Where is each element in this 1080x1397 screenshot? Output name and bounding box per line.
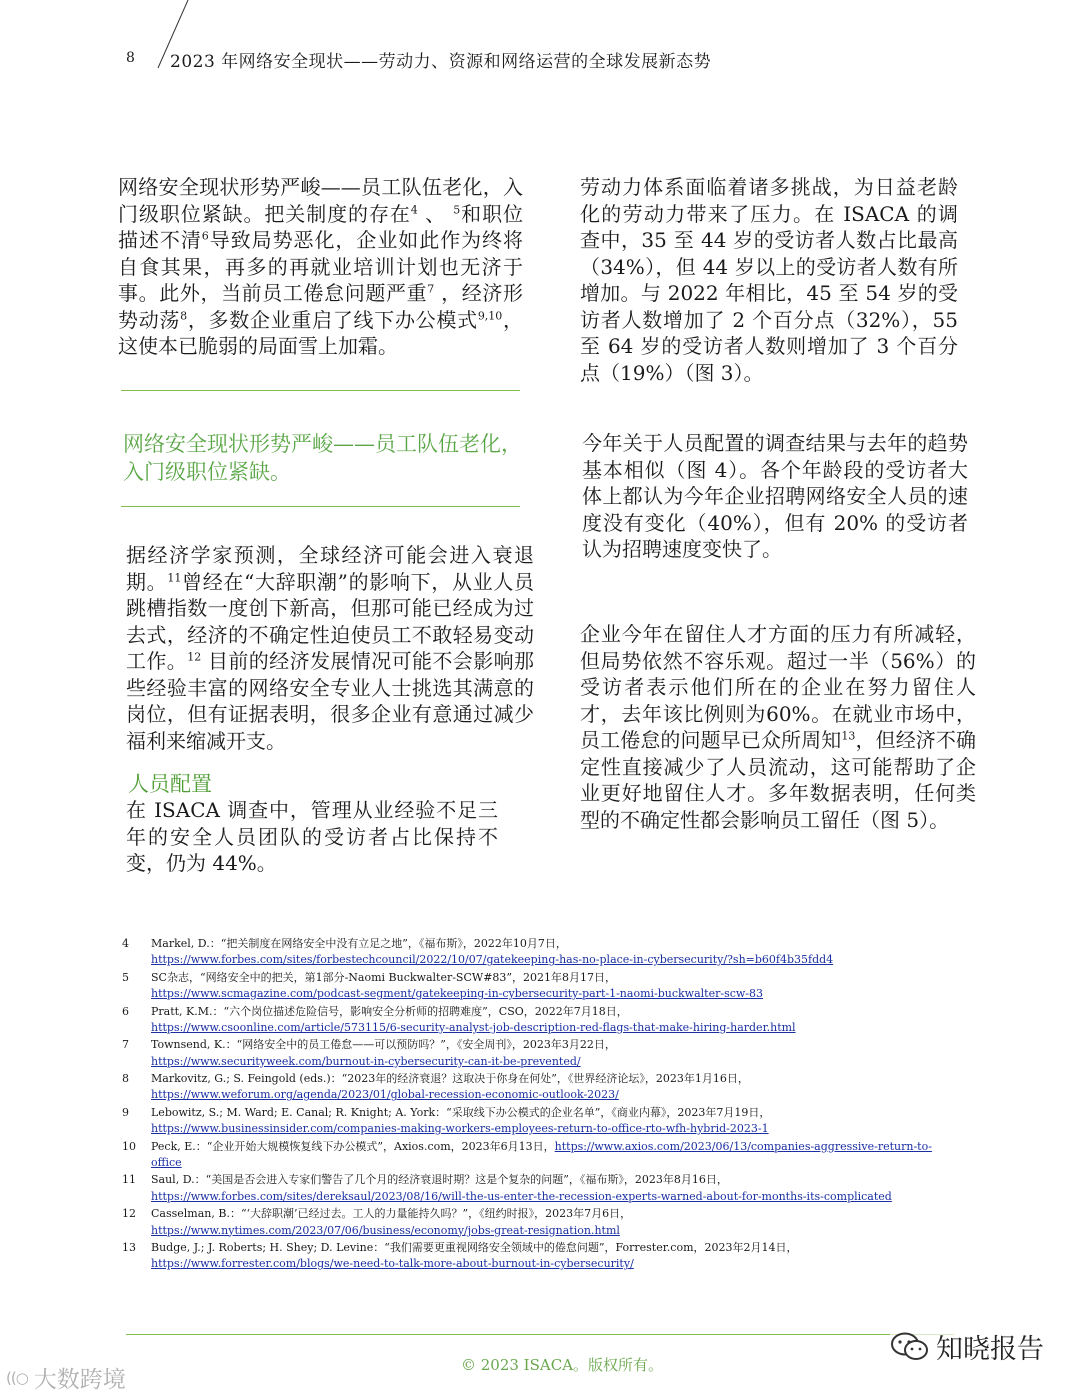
footnote-item (122, 1004, 942, 1037)
footnote-item (122, 1105, 942, 1138)
footnote-link[interactable]: https://www.forbes.com/sites/dereksaul/2023/08/16/will-the-us-enter-the-recession-experts-warned-about-for-months-its-complicated (151, 1189, 892, 1203)
footnote-link[interactable]: https://www.forrester.com/blogs/we-need-to-talk-more-about-burnout-in-cybersecurity/ (151, 1257, 634, 1271)
footnote-ref: 4 (410, 202, 418, 216)
pull-quote: 网络安全现状形势严峻——员工队伍老化，入门级职位紧缺。 (123, 432, 522, 484)
footnote-link[interactable]: https://www.forbes.com/sites/forbestechcouncil/2022/10/07/gatekeeping-has-no-place-in-cybersecurity/?sh=b60f4b35fdd4 (151, 953, 834, 967)
intro-paragraph: 网络安全现状形势严峻——员工队伍老化，入门级职位紧缺。把关制度的存在$^4$ 、 $^5$和职位描述不清$^6$导致局势恶化，企业如此作为终将自食其果，再多的再就业培训计划也无济于事。此外，当前员工倦怠问题严重$^7$ ，经济形势动荡$^8$，多数企业重启了线下办公模式$^{9,10}$，这使本已脆弱的局面雪上加霜。 (118, 175, 524, 358)
footnote-number: 13 (122, 1241, 136, 1255)
footnote-ref: 12 (187, 650, 202, 664)
footnote-item (122, 970, 942, 1003)
footnote-item (122, 1172, 942, 1205)
footnote-link[interactable]: https://www.businessinsider.com/companies-making-workers-employees-return-to-office-rto-wfh-hybrid-2023-1 (151, 1122, 769, 1136)
footnote-number: 7 (122, 1038, 129, 1052)
footnote-item (122, 1240, 942, 1273)
footer-rule (126, 1334, 954, 1335)
footnote-number: 6 (122, 1004, 129, 1018)
footnote-text: Lebowitz, S.; M. Ward; E. Canal; R. Knight; A. York：“采取线下办公模式的企业名单”，《商业内幕》，2023年7月19日， (151, 1105, 771, 1119)
footnote-ref: 9,10 (477, 308, 503, 322)
footnote-number: 4 (122, 937, 129, 950)
staffing-paragraph: 在 ISACA 调查中，管理从业经验不足三年的安全人员团队的受访者占比保持不变，仍为 44%。 (126, 798, 498, 875)
page-number: 8 (126, 50, 135, 66)
footnote-link[interactable]: https://www.weforum.org/agenda/2023/01/global-recession-economic-outlook-2023/ (151, 1088, 619, 1102)
footnote-item (122, 1037, 942, 1070)
footnote-item (122, 1071, 942, 1104)
hiring-paragraph: 今年关于人员配置的调查结果与去年的趋势基本相似（图 4）。各个年龄段的受访者大体上都认为今年企业招聘网络安全人员的速度没有变化（40%），但有 20% 的受访者认为招聘速度变快了。 (582, 431, 968, 561)
footnote-item (122, 936, 942, 969)
footnote-text: SC杂志，“网络安全中的把关，第1部分-Naomi Buckwalter-SCW#83”，2021年8月17日， (151, 970, 617, 984)
footnote-link[interactable]: https://www.csoonline.com/article/573115/6-security-analyst-job-description-red-flags-that-make-hiring-harder.html (151, 1020, 796, 1034)
footnote-text: Markel, D.：“把关制度在网络安全中没有立足之地”，《福布斯》，2022年10月7日， (151, 937, 567, 950)
footnotes-list (122, 936, 942, 1274)
footnote-number: 9 (122, 1105, 129, 1119)
footnote-link[interactable]: https://www.scmagazine.com/podcast-segment/gatekeeping-in-cybersecurity-part-1-naomi-buckwalter-scw-83 (151, 987, 764, 1001)
footnote-text: Townsend, K.：“网络安全中的员工倦怠——可以预防吗？”，《安全周刊》，2023年3月22日， (151, 1038, 616, 1052)
footnote-item (122, 1139, 942, 1172)
footnote-text: Budge, J.; J. Roberts; H. Shey; D. Levine：“我们需要更重视网络安全领域中的倦怠问题”，Forrester.com，2023年2月14日， (151, 1241, 798, 1255)
footnote-ref: 8 (180, 308, 188, 322)
pull-quote-bottom-rule (121, 506, 520, 507)
watermark-logo-icon: ((○ (6, 1368, 28, 1387)
footnote-link[interactable]: https://www.securityweek.com/burnout-in-cybersecurity-can-it-be-prevented/ (151, 1054, 581, 1068)
footnote-number: 5 (122, 970, 129, 984)
footnote-ref: 5 (453, 202, 461, 216)
footnote-text: Casselman, B.：“‘大辞职潮’已经过去。工人的力量能持久吗？”，《纽约时报》，2023年7月6日， (151, 1207, 632, 1221)
footnote-link[interactable]: https://www.nytimes.com/2023/07/06/business/economy/jobs-great-resignation.html (151, 1223, 620, 1237)
footnote-item (122, 1206, 942, 1239)
pull-quote-top-rule (121, 390, 520, 391)
footnote-text: Markovitz, G.; S. Feingold (eds.)：“2023年的经济衰退？这取决于你身在何处”，《世界经济论坛》，2023年1月16日， (151, 1072, 749, 1086)
watermark-right: 知晓报告 (890, 1327, 1044, 1366)
footnote-text: Pratt, K.M.：“六个岗位描述危险信号，影响安全分析师的招聘难度”，CSO，2022年7月18日， (151, 1004, 628, 1018)
footnote-ref: 13 (841, 729, 856, 743)
footnote-link[interactable]: https://www.axios.com/2023/06/13/companies-aggressive-return-to-office (151, 1139, 932, 1169)
footnote-ref: 11 (167, 570, 182, 584)
footnote-number: 11 (122, 1173, 136, 1187)
footnote-ref: 6 (201, 229, 209, 243)
economy-paragraph: 据经济学家预测，全球经济可能会进入衰退期。$^{11}$曾经在“大辞职潮”的影响下，从业人员跳槽指数一度创下新高，但那可能已经成为过去式，经济的不确定性迫使员工不敢轻易变动工作。$^{12}$ 目前的经济发展情况可能不会影响那些经验丰富的网络安全专业人士挑选其满意的岗位，但有证据表明，很多企业有意通过减少福利来缩减开支。 (126, 543, 535, 753)
section-heading-staffing: 人员配置 (128, 772, 212, 796)
footnote-ref: 7 (427, 282, 435, 296)
retention-paragraph: 企业今年在留住人才方面的压力有所减轻，但局势依然不容乐观。超过一半（56%）的受访者表示他们所在的企业在努力留住人才，去年该比例则为60%。在就业市场中，员工倦怠的问题早已众所周知$^{13}$，但经济不确定性直接减少了人员流动，这可能帮助了企业更好地留住人才。多年数据表明，任何类型的不确定性都会影响员工留任（图 5）。 (580, 622, 977, 832)
footnote-number: 12 (122, 1207, 136, 1221)
footnote-number: 10 (122, 1139, 136, 1153)
footnote-number: 8 (122, 1072, 129, 1086)
watermark-left: ((○ 大数跨境 (6, 1367, 126, 1393)
wechat-icon (890, 1331, 930, 1363)
footnote-text: Saul, D.：“美国是否会进入专家们警告了几个月的经济衰退时期？这是个复杂的问题”，《福布斯》，2023年8月16日， (151, 1173, 728, 1187)
footnote-text: Peck, E.：“企业开始大规模恢复线下办公模式”，Axios.com，2023年6月13日， (151, 1139, 555, 1153)
document-header-title: 2023 年网络安全现状——劳动力、资源和网络运营的全球发展新态势 (170, 52, 712, 72)
copyright-text: © 2023 ISACA。版权所有。 (460, 1356, 664, 1374)
workforce-paragraph: 劳动力体系面临着诸多挑战，为日益老龄化的劳动力带来了压力。在 ISACA 的调查中，35 至 44 岁的受访者人数占比最高（34%），但 44 岁以上的受访者人数有所增加。与 2022 年相比，45 至 54 岁的受访者人数增加了 2 个百分点（32%），55 至 64 岁的受访者人数则增加了 3 个百分点（19%）（图 3）。 (580, 175, 958, 385)
